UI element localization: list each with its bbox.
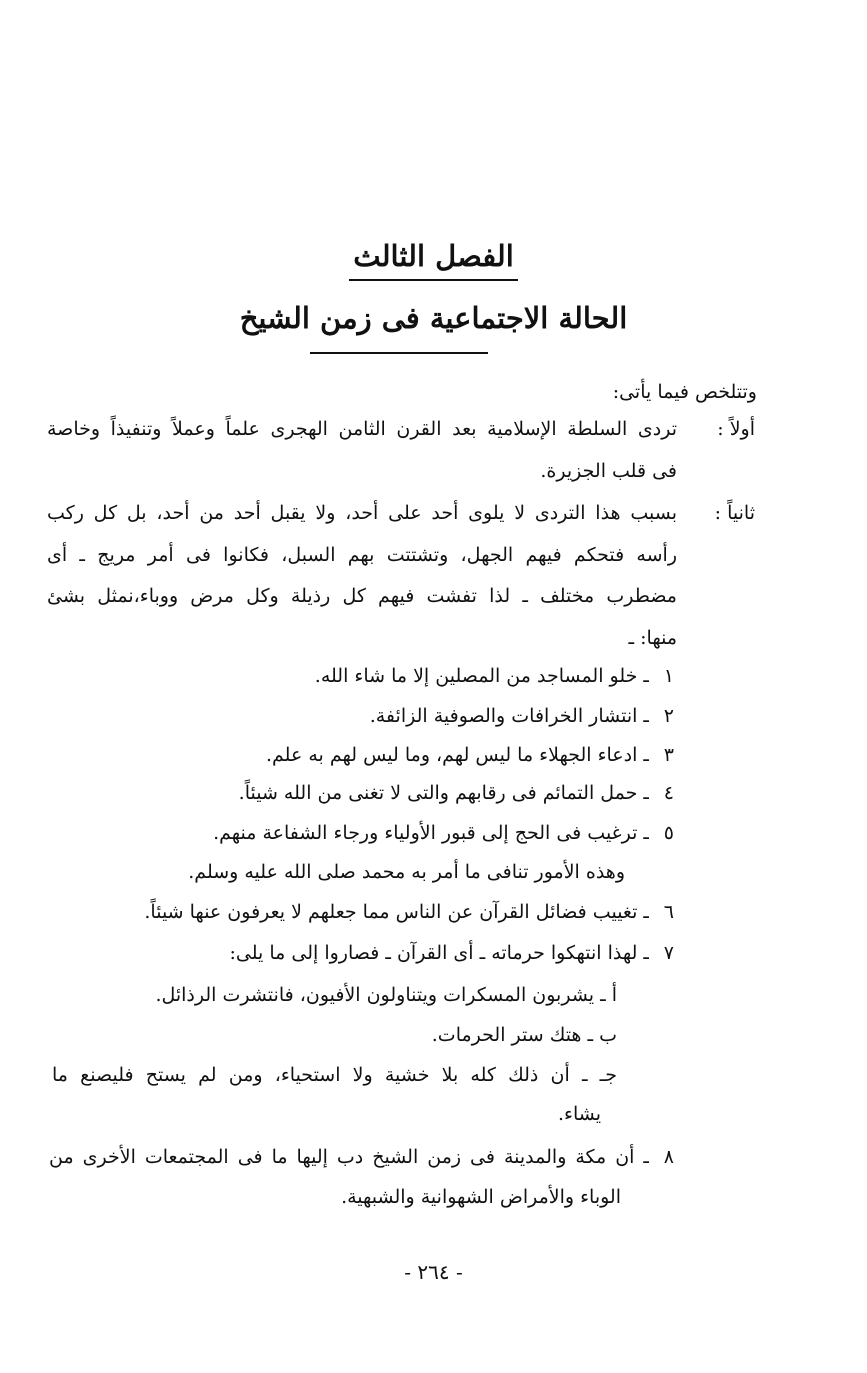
- subitem-b: ب ـ هتك ستر الحرمات.: [431, 1024, 617, 1046]
- item-3-number: ٣: [663, 744, 674, 766]
- item-4-text: ـ حمل التمائم فى رقابهم والتى لا تغنى من الله شيئاً.: [238, 782, 649, 804]
- second-line-4: منها: ـ: [628, 627, 677, 649]
- chapter-title-text: الفصل الثالث: [349, 239, 518, 281]
- item-8-line-1: ـ أن مكة والمدينة فى زمن الشيخ دب إليها ما فى المجتمعات الأخرى من: [49, 1146, 649, 1168]
- page-number: - ٢٦٤ -: [404, 1260, 463, 1284]
- item-4-number: ٤: [663, 782, 674, 804]
- item-5-text: ـ ترغيب فى الحج إلى قبور الأولياء ورجاء الشفاعة منهم.: [213, 822, 649, 844]
- item-7-text: ـ لهذا انتهكوا حرماته ـ أى القرآن ـ فصاروا إلى ما يلى:: [229, 942, 649, 964]
- second-line-3: مضطرب مختلف ـ لذا تفشت فيهم كل رذيلة وكل مرض ووباء،نمثل بشئ: [47, 585, 677, 607]
- subitem-c-line-1: جـ ـ أن ذلك كله بلا خشية ولا استحياء، ومن لم يستح فليصنع ما: [52, 1064, 617, 1086]
- item-2-number: ٢: [663, 705, 674, 727]
- item-7-number: ٧: [663, 942, 674, 964]
- first-line-1: تردى السلطة الإسلامية بعد القرن الثامن الهجرى علماً وعملاً وتنفيذاً وخاصة: [47, 418, 677, 440]
- item-2-text: ـ انتشار الخرافات والصوفية الزائفة.: [369, 705, 649, 727]
- item-6-text: ـ تغييب فضائل القرآن عن الناس مما جعلهم لا يعرفون عنها شيئاً.: [144, 901, 649, 923]
- item-8-line-2: الوباء والأمراض الشهوانية والشبهية.: [341, 1186, 621, 1208]
- second-line-2: رأسه فتحكم فيهم الجهل، وتشتتت بهم السبل، فكانوا فى أمر مريج ـ أى: [47, 544, 677, 566]
- subitem-c-line-2: يشاء.: [557, 1103, 601, 1125]
- subitem-a: أ ـ يشربون المسكرات ويتناولون الأفيون، فانتشرت الرذائل.: [155, 984, 617, 1006]
- chapter-title: [0, 236, 867, 276]
- item-8-number: ٨: [663, 1146, 674, 1168]
- item-5-note: وهذه الأمور تنافى ما أمر به محمد صلى الله عليه وسلم.: [188, 861, 625, 883]
- first-line-2: فى قلب الجزيرة.: [540, 460, 677, 482]
- item-5-number: ٥: [663, 822, 674, 844]
- item-1-text: ـ خلو المساجد من المصلين إلا ما شاء الله.: [314, 665, 649, 687]
- first-label: أولاً :: [717, 418, 755, 440]
- second-label: ثانياً :: [714, 502, 755, 524]
- item-3-text: ـ ادعاء الجهلاء ما ليس لهم، وما ليس لهم به علم.: [265, 744, 649, 766]
- intro-line: وتتلخص فيما يأتى:: [612, 381, 757, 403]
- item-6-number: ٦: [663, 901, 674, 923]
- second-line-1: بسبب هذا التردى لا يلوى أحد على أحد، ولا يقبل أحد من أحد، بل كل ركب: [47, 502, 677, 524]
- section-title-underline: [310, 352, 488, 354]
- section-title: الحالة الاجتماعية فى زمن الشيخ: [239, 301, 628, 335]
- item-1-number: ١: [663, 665, 674, 687]
